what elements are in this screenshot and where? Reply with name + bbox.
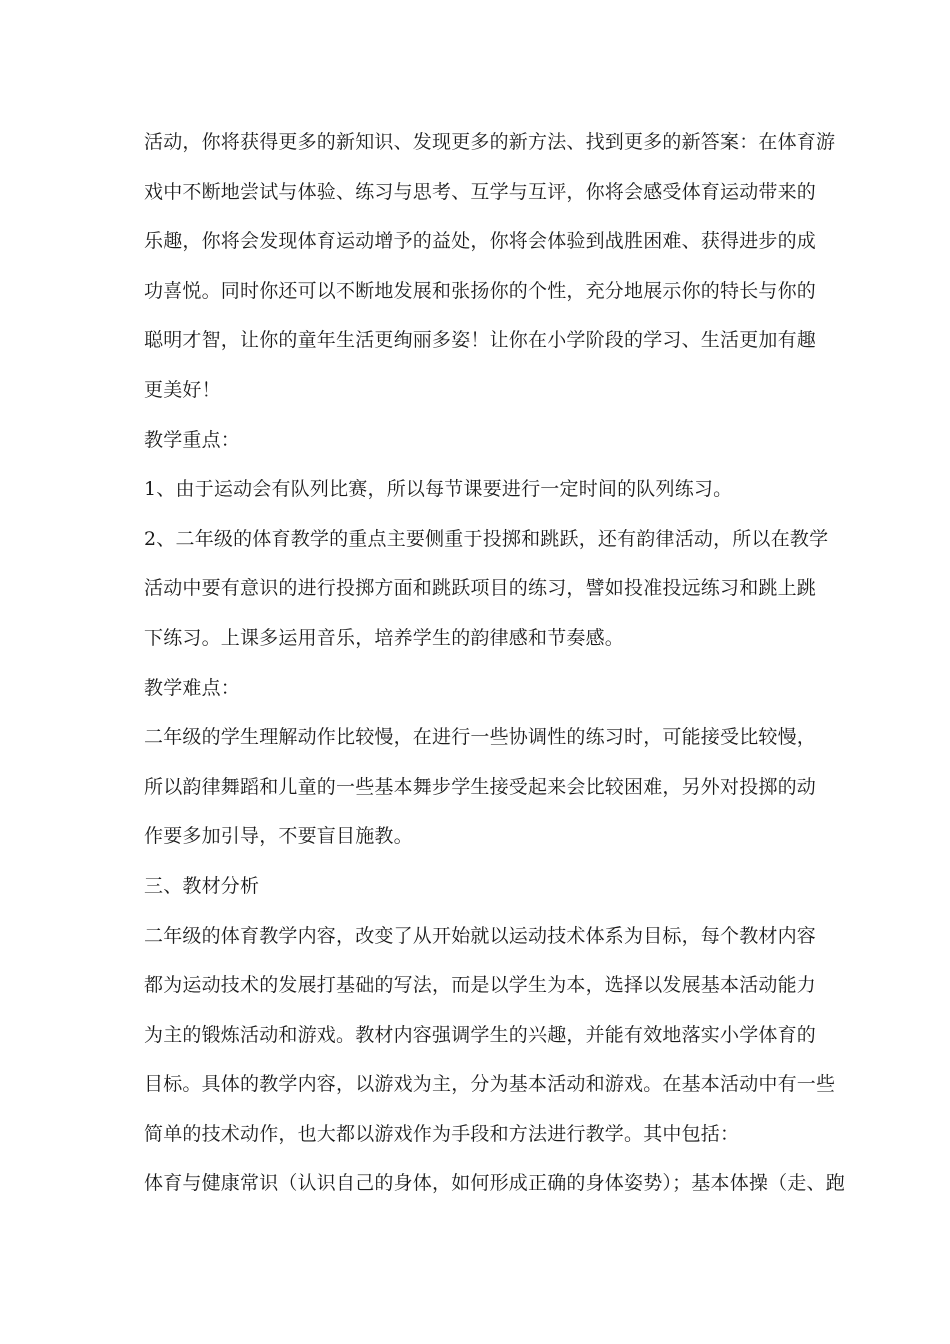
text-line: 二年级的体育教学内容，改变了从开始就以运动技术体系为目标，每个教材内容 <box>144 924 817 947</box>
text-line: 2、二年级的体育教学的重点主要侧重于投掷和跳跃，还有韵律活动，所以在教学 <box>144 527 829 550</box>
text-line: 功喜悦。同时你还可以不断地发展和张扬你的个性，充分地展示你的特长与你的 <box>144 279 817 302</box>
text-line: 更美好！ <box>144 378 221 401</box>
text-line: 目标。具体的教学内容，以游戏为主，分为基本活动和游戏。在基本活动中有一些 <box>144 1073 836 1096</box>
text-line: 体育与健康常识（认识自己的身体，如何形成正确的身体姿势）；基本体操（走、跑 <box>144 1172 845 1195</box>
text-line: 简单的技术动作，也大都以游戏作为手段和方法进行教学。其中包括： <box>144 1122 740 1145</box>
section-heading-materials-analysis: 三、教材分析 <box>144 874 260 897</box>
text-line: 乐趣，你将会发现体育运动增予的益处，你将会体验到战胜困难、获得进步的成 <box>144 230 817 253</box>
text-line: 为主的锻炼活动和游戏。教材内容强调学生的兴趣，并能有效地落实小学体育的 <box>144 1023 817 1046</box>
section-heading-difficulties: 教学难点： <box>144 676 241 699</box>
section-heading-key-points: 教学重点： <box>144 428 241 451</box>
text-line: 活动，你将获得更多的新知识、发现更多的新方法、找到更多的新答案：在体育游 <box>144 131 836 153</box>
text-line: 戏中不断地尝试与体验、练习与思考、互学与互评，你将会感受体育运动带来的 <box>144 180 817 203</box>
text-line: 1、由于运动会有队列比赛，所以每节课要进行一定时间的队列练习。 <box>144 478 733 501</box>
text-line: 都为运动技术的发展打基础的写法，而是以学生为本，选择以发展基本活动能力 <box>144 974 817 997</box>
text-line: 聪明才智，让你的童年生活更绚丽多姿！让你在小学阶段的学习、生活更加有趣 <box>144 329 817 352</box>
text-line: 二年级的学生理解动作比较慢，在进行一些协调性的练习时，可能接受比较慢， <box>144 726 817 749</box>
text-line: 下练习。上课多运用音乐，培养学生的韵律感和节奏感。 <box>144 626 625 649</box>
text-line: 作要多加引导，不要盲目施教。 <box>144 825 413 848</box>
document-body <box>144 118 845 1209</box>
text-line: 所以韵律舞蹈和儿童的一些基本舞步学生接受起来会比较困难，另外对投掷的动 <box>144 775 817 798</box>
text-line: 活动中要有意识的进行投掷方面和跳跃项目的练习，譬如投准投远练习和跳上跳 <box>144 577 817 600</box>
